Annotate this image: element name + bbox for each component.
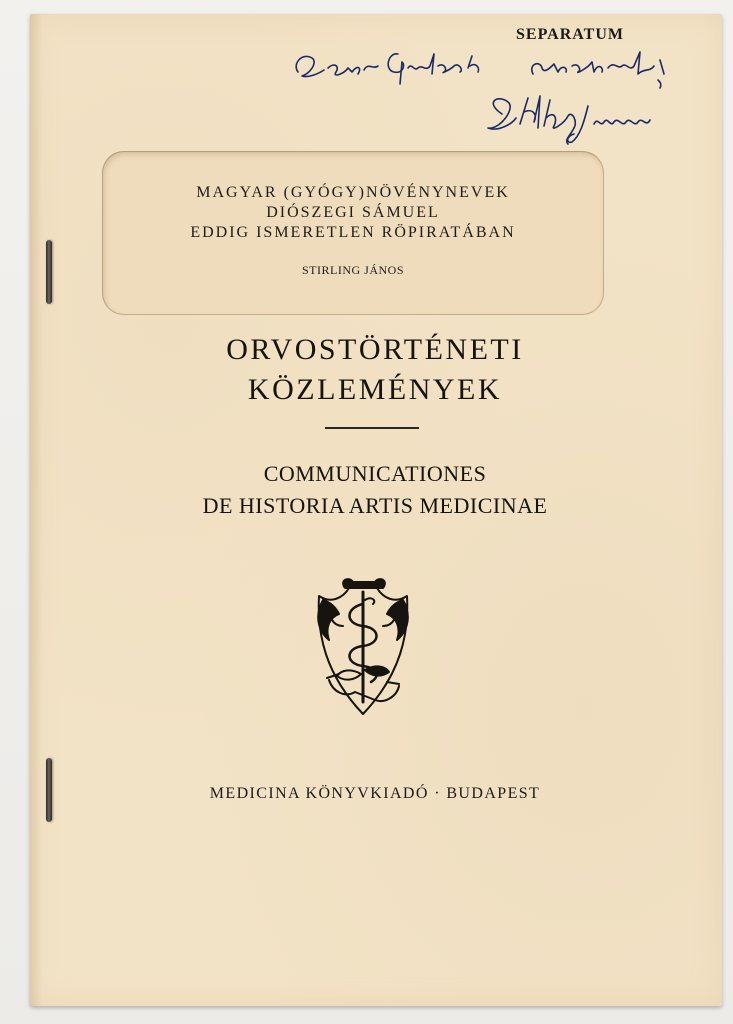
offprint-title-line: MAGYAR (GYÓGY)NÖVÉNYNEVEK: [196, 184, 510, 201]
dedication-ink-icon: [288, 44, 678, 154]
offprint-cover: [30, 14, 722, 1006]
journal-latin-line: COMMUNICATIONES: [263, 461, 487, 486]
spine-fold: [30, 14, 42, 1006]
journal-title-line: ORVOSTÖRTÉNETI: [226, 333, 524, 366]
staple-top: [46, 240, 52, 304]
handwritten-dedication: [288, 44, 678, 154]
offprint-title-line: DIÓSZEGI SÁMUEL: [266, 204, 440, 221]
journal-title: [70, 330, 680, 410]
title-divider: [325, 427, 419, 429]
staple-bottom: [46, 758, 52, 822]
caduceus-crest-icon: [305, 574, 421, 724]
journal-latin-title: [70, 458, 680, 522]
offprint-title-line: EDDIG ISMERETLEN RÖPIRATÁBAN: [190, 224, 516, 241]
journal-title-line: KÖZLEMÉNYEK: [247, 373, 503, 406]
offprint-author: STIRLING JÁNOS: [301, 263, 404, 277]
separatum-label: SEPARATUM: [516, 26, 624, 43]
offprint-title: [102, 151, 604, 243]
publisher-line: MEDICINA KÖNYVKIADÓ · BUDAPEST: [209, 785, 541, 802]
journal-latin-line: DE HISTORIA ARTIS MEDICINAE: [202, 493, 548, 518]
offprint-title-window: [102, 151, 604, 315]
